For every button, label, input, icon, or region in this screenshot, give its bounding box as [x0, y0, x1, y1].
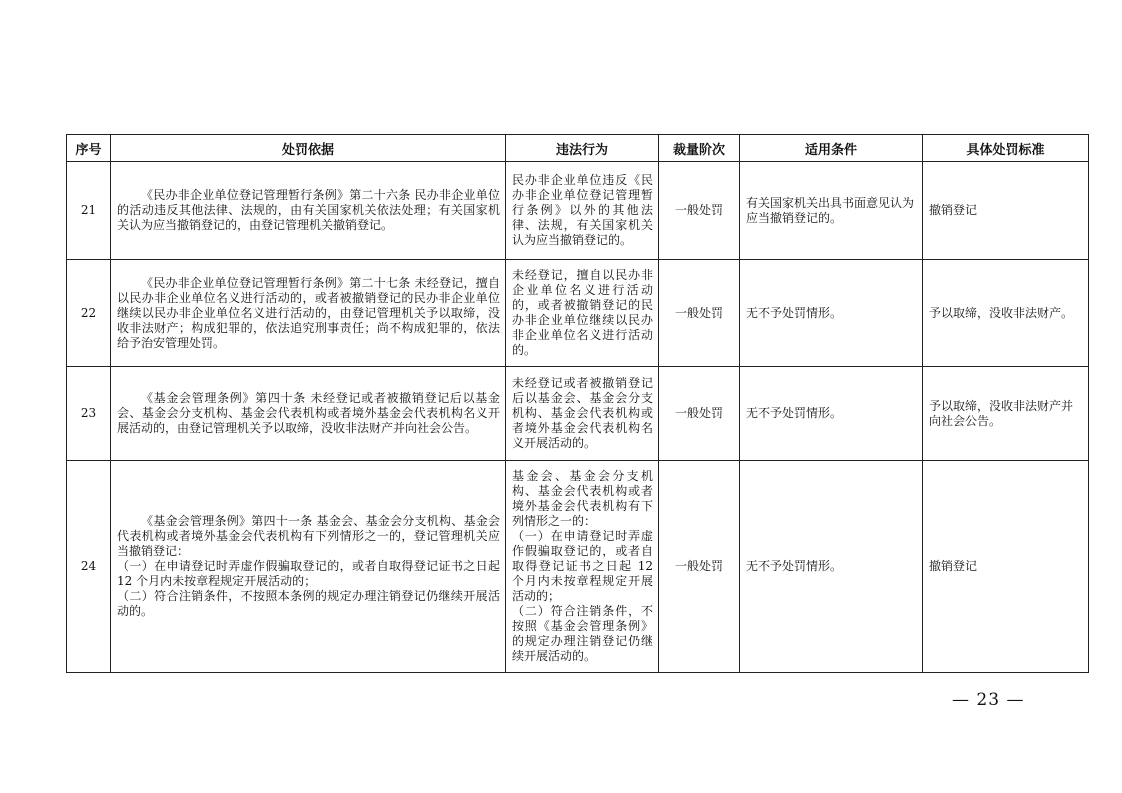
table-row — [67, 367, 1089, 461]
violation-text: 未经登记或者被撤销登记后以基金会、基金会分支机构、基金会代表机构或者境外基金会代表机构名义开展活动的。 — [512, 376, 653, 450]
violation-text: 未经登记，擅自以民办非企业单位名义进行活动的，或者被撤销登记的民办非企业单位继续以民办非企业单位名义进行活动的。 — [512, 268, 653, 357]
penalty-basis-cell — [111, 162, 506, 260]
header-applicable-conditions: 适用条件 — [740, 135, 923, 162]
violation-text: 基金会、基金会分支机构、基金会代表机构或者境外基金会代表机构有下列情形之一的： — [512, 469, 653, 528]
discretion-level: 一般处罚 — [659, 162, 740, 260]
penalty-standard: 予以取缔，没收非法财产并向社会公告。 — [923, 367, 1089, 461]
header-discretion-level: 裁量阶次 — [659, 135, 740, 162]
row-number: 23 — [67, 367, 111, 461]
penalty-basis-text: 《基金会管理条例》第四十条 未经登记或者被撤销登记后以基金会、基金会分支机构、基金会代表机构或者境外基金会代表机构名义开展活动的，由登记管理机关予以取缔，没收非法财产并向社会公告。 — [117, 391, 500, 435]
row-number: 21 — [67, 162, 111, 260]
applicable-condition: 有关国家机关出具书面意见认为应当撤销登记的。 — [740, 162, 923, 260]
discretion-level: 一般处罚 — [659, 260, 740, 367]
penalty-standards-table — [66, 134, 1089, 673]
violation-cell — [506, 461, 659, 673]
penalty-basis-item-2: （二）符合注销条件，不按照本条例的规定办理注销登记仍继续开展活动的。 — [117, 589, 500, 618]
page-number: — 23 — — [952, 690, 1025, 710]
penalty-standard: 撤销登记 — [923, 461, 1089, 673]
header-serial-number: 序号 — [67, 135, 111, 162]
penalty-basis-cell — [111, 461, 506, 673]
discretion-level: 一般处罚 — [659, 461, 740, 673]
row-number: 22 — [67, 260, 111, 367]
discretion-level: 一般处罚 — [659, 367, 740, 461]
table-row — [67, 162, 1089, 260]
violation-item-1: （一）在申请登记时弄虚作假骗取登记的，或者自取得登记证书之日起 12 个月内未按章程规定开展活动的； — [512, 529, 653, 603]
table-header-row — [67, 135, 1089, 162]
penalty-standard: 撤销登记 — [923, 162, 1089, 260]
penalty-standard: 予以取缔，没收非法财产。 — [923, 260, 1089, 367]
applicable-condition: 无不予处罚情形。 — [740, 367, 923, 461]
penalty-basis-text: 《民办非企业单位登记管理暂行条例》第二十七条 未经登记，擅自以民办非企业单位名义进行活动的，或者被撤销登记的民办非企业单位继续以民办非企业单位名义进行活动的，由登记管理机关予以取缔，没收非法财产；构成犯罪的，依法追究刑事责任；尚不构成犯罪的，依法给予治安管理处罚。 — [117, 275, 500, 350]
violation-text: 民办非企业单位违反《民办非企业单位登记管理暂行条例》以外的其他法律、法规，有关国家机关认为应当撤销登记的。 — [512, 173, 653, 247]
penalty-basis-item-1: （一）在申请登记时弄虚作假骗取登记的，或者自取得登记证书之日起 12 个月内未按章程规定开展活动的； — [117, 559, 500, 588]
applicable-condition: 无不予处罚情形。 — [740, 461, 923, 673]
header-penalty-standard: 具体处罚标准 — [923, 135, 1089, 162]
header-penalty-basis: 处罚依据 — [111, 135, 506, 162]
violation-cell — [506, 260, 659, 367]
penalty-basis-cell — [111, 260, 506, 367]
row-number: 24 — [67, 461, 111, 673]
violation-item-2: （二）符合注销条件，不按照《基金会管理条例》的规定办理注销登记仍继续开展活动的。 — [512, 604, 653, 663]
violation-cell — [506, 367, 659, 461]
penalty-basis-text: 《民办非企业单位登记管理暂行条例》第二十六条 民办非企业单位的活动违反其他法律、法规的，由有关国家机关依法处理；有关国家机关认为应当撤销登记的，由登记管理机关撤销登记。 — [117, 188, 500, 232]
violation-cell — [506, 162, 659, 260]
penalty-basis-text: 《基金会管理条例》第四十一条 基金会、基金会分支机构、基金会代表机构或者境外基金会代表机构有下列情形之一的，登记管理机关应当撤销登记： — [117, 514, 500, 558]
applicable-condition: 无不予处罚情形。 — [740, 260, 923, 367]
penalty-basis-cell — [111, 367, 506, 461]
table-row — [67, 260, 1089, 367]
header-violation: 违法行为 — [506, 135, 659, 162]
table-row — [67, 461, 1089, 673]
